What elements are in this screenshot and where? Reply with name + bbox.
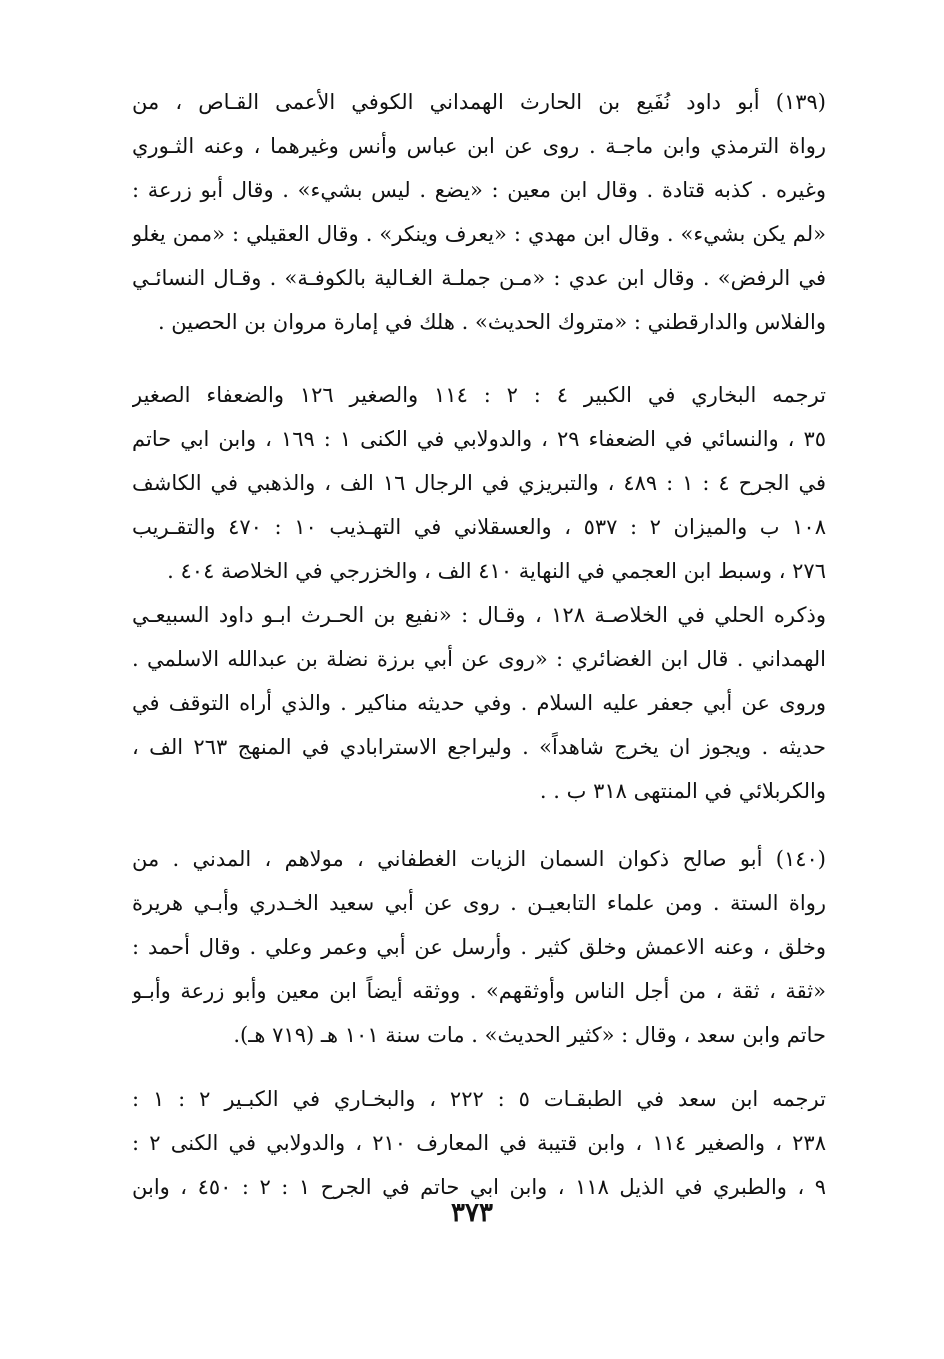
text-line: ١٠٨ ب والميزان ٢ : ٥٣٧ ، والعسقلاني في التهـذيب ١٠ : ٤٧٠ والتقـريب bbox=[132, 515, 826, 539]
entry-139-references bbox=[132, 373, 826, 813]
paragraph-spacer bbox=[132, 344, 826, 373]
text-line: ترجمه ابن سعد في الطبقـات ٥ : ٢٢٢ ، والبخـاري في الكبـير ٢ : ١ : bbox=[132, 1087, 826, 1111]
text-line: ٢٧٦ ، وسبط ابن العجمي في النهاية ٤١٠ الف ، والخزرجي في الخلاصة ٤٠٤ . bbox=[167, 559, 826, 583]
text-line: ٣٥ ، والنسائي في الضعفاء ٢٩ ، والدولابي في الكنى ١ : ١٦٩ ، وابن ابي حاتم bbox=[132, 427, 826, 451]
text-line: (١٣٩) أبو داود نُفَيع بن الحارث الهمداني الكوفي الأعمى القـاص ، من bbox=[132, 90, 826, 114]
text-line: وغيره . كذبه قتادة . وقال ابن معين : «يضع . ليس بشيء» . وقال أبو زرعة : bbox=[132, 178, 826, 202]
text-line: حاتم وابن سعد ، وقال : «كثير الحديث» . مات سنة ١٠١ هـ (٧١٩ هـ). bbox=[233, 1023, 826, 1047]
text-line: في الرفض» . وقال ابن عدي : «مـن جملـة الغـالية بالكوفـة» . وقـال النسائـي bbox=[132, 266, 826, 290]
page-number: ٣٧٣ bbox=[451, 1198, 493, 1228]
text-line: «ثقة ، ثقة ، من أجل الناس وأوثقهم» . ووثقه أيضاً ابن معين وأبو زرعة وأبـو bbox=[132, 979, 826, 1003]
text-line: ٩ ، والطبري في الذيل ١١٨ ، وابن ابي حاتم في الجرح ١ : ٢ : ٤٥٠ ، وابن bbox=[132, 1175, 826, 1199]
text-line: حديثه . ويجوز ان يخرج شاهداً» . وليراجع الاسترابادي في المنهج ٢٦٣ الف ، bbox=[132, 735, 826, 759]
text-line: «لم يكن بشيء» . وقال ابن مهدي : «يعرف وينكر» . وقال العقيلي : «ممن يغلو bbox=[132, 222, 826, 246]
text-line: في الجرح ٤ : ١ : ٤٨٩ ، والتبريزي في الرجال ١٦ الف ، والذهبي في الكاشف bbox=[132, 471, 826, 495]
page-body bbox=[132, 80, 826, 1209]
text-line: ترجمه البخاري في الكبير ٤ : ٢ : ١١٤ والصغير ١٢٦ والضعفاء الصغير bbox=[132, 383, 826, 407]
paragraph-spacer bbox=[132, 813, 826, 837]
text-line: رواة الستة . ومن علماء التابعيـن . روى عن أبي سعيد الخـدري وأبـي هريرة bbox=[132, 891, 826, 915]
text-line: ٢٣٨ ، والصغير ١١٤ ، وابن قتيبة في المعارف ٢١٠ ، والدولابي في الكنى ٢ : bbox=[132, 1131, 826, 1155]
text-line: والكربلائي في المنتهى ٣١٨ ب . . bbox=[539, 779, 826, 803]
entry-140-biography bbox=[132, 837, 826, 1057]
paragraph-spacer bbox=[132, 1057, 826, 1077]
text-line: والفلاس والدارقطني : «متروك الحديث» . هلك في إمارة مروان بن الحصين . bbox=[157, 310, 826, 334]
text-line: وروى عن أبي جعفر عليه السلام . وفي حديثه مناكير . والذي أراه التوقف في bbox=[132, 691, 826, 715]
entry-139-biography bbox=[132, 80, 826, 344]
text-line: الهمداني . قال ابن الغضائري : «روى عن أبي برزة نضلة بن عبدالله الاسلمي . bbox=[132, 647, 826, 671]
entry-140-references bbox=[132, 1077, 826, 1209]
text-line: وذكره الحلي في الخلاصـة ١٢٨ ، وقـال : «نفيع بن الحـرث ابـو داود السبيعـي bbox=[132, 603, 826, 627]
text-line: (١٤٠) أبو صالح ذكوان السمان الزيات الغطفاني ، مولاهم ، المدني . من bbox=[132, 847, 826, 871]
text-line: وخلق ، وعنه الاعمش وخلق كثير . وأرسل عن أبي وعمر وعلي . وقال أحمد : bbox=[132, 935, 826, 959]
text-line: رواة الترمذي وابن ماجـة . روى عن ابن عباس وأنس وغيرهما ، وعنه الثـوري bbox=[132, 134, 826, 158]
